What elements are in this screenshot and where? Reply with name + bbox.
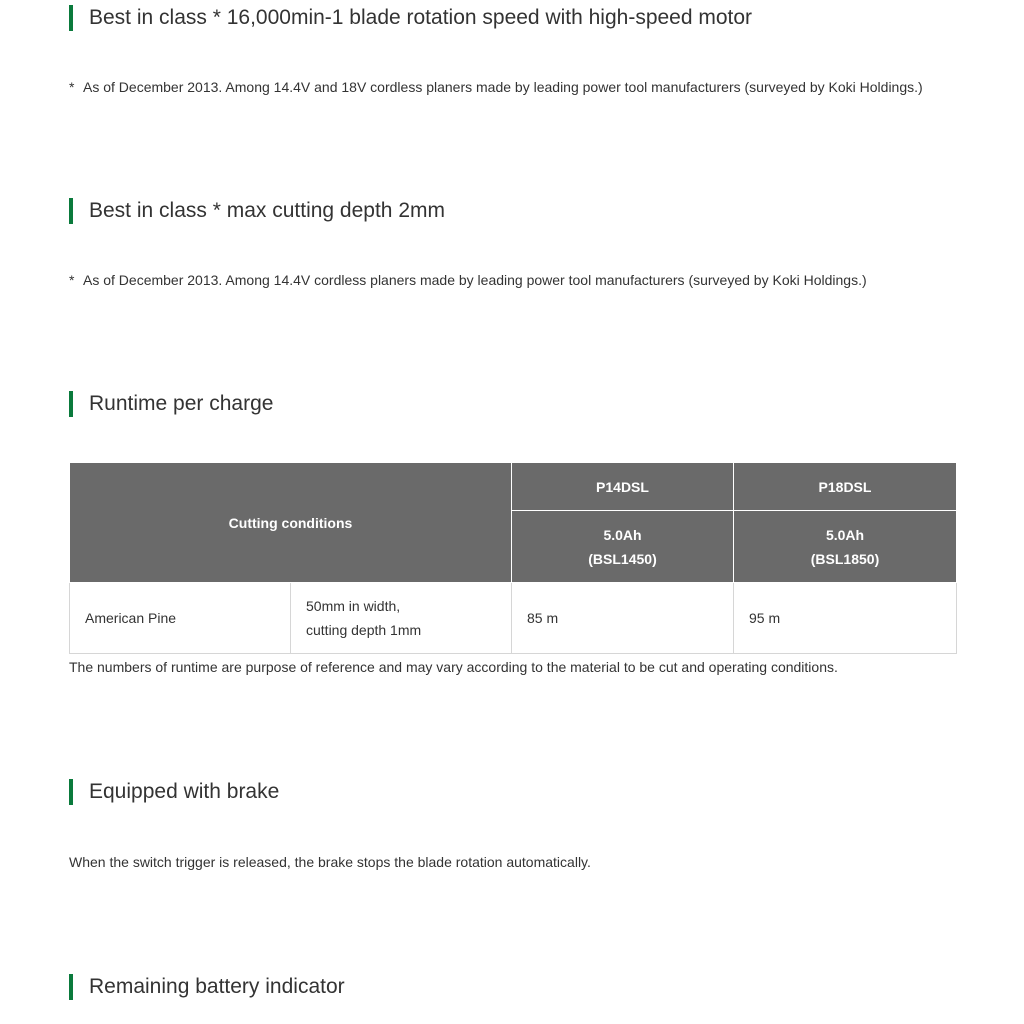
cell-condition (291, 583, 512, 654)
section-title-runtime: Runtime per charge (89, 392, 274, 415)
cell-runtime-p14dsl: 85 m (512, 583, 734, 654)
note-asterisk: * (69, 79, 75, 95)
note-text-speed: As of December 2013. Among 14.4V and 18V cordless planers made by leading power tool manufacturers (surveyed by Koki Holdings.) (83, 79, 923, 95)
section-heading-runtime (69, 391, 273, 417)
header-model-p14dsl: P14DSL (512, 463, 734, 511)
section-heading-brake (69, 779, 279, 805)
table-row (70, 583, 957, 654)
header-battery-p18dsl (734, 511, 957, 583)
section-title-battery-indicator: Remaining battery indicator (89, 975, 345, 998)
cell-runtime-p18dsl: 95 m (734, 583, 957, 654)
note-asterisk: * (69, 272, 75, 288)
note-text-depth: As of December 2013. Among 14.4V cordless planers made by leading power tool manufacturers (surveyed by Koki Holdings.) (83, 272, 867, 288)
header-battery-p14dsl (512, 511, 734, 583)
section-title-depth: Best in class * max cutting depth 2mm (89, 199, 445, 222)
battery-code: (BSL1850) (810, 550, 880, 567)
section-note-speed (69, 78, 923, 96)
table-header-row (70, 463, 957, 511)
section-heading-battery-indicator (69, 974, 345, 1000)
battery-code: (BSL1450) (588, 550, 657, 567)
section-title-speed: Best in class * 16,000min-1 blade rotation speed with high-speed motor (89, 6, 753, 29)
section-title-brake: Equipped with brake (89, 780, 280, 803)
section-heading-speed (69, 5, 752, 31)
brake-description: When the switch trigger is released, the brake stops the blade rotation automatically. (69, 854, 591, 870)
cell-material: American Pine (70, 583, 291, 654)
runtime-table (69, 462, 957, 654)
header-cutting-conditions: Cutting conditions (70, 463, 512, 583)
condition-line: 50mm in width, (306, 598, 401, 614)
battery-capacity: 5.0Ah (825, 526, 865, 543)
condition-line: cutting depth 1mm (306, 622, 422, 638)
header-model-p18dsl: P18DSL (734, 463, 957, 511)
section-note-depth (69, 271, 867, 289)
runtime-footnote: The numbers of runtime are purpose of reference and may vary according to the material to be cut and operating conditions. (69, 659, 838, 675)
section-heading-depth (69, 198, 445, 224)
battery-capacity: 5.0Ah (603, 526, 642, 543)
